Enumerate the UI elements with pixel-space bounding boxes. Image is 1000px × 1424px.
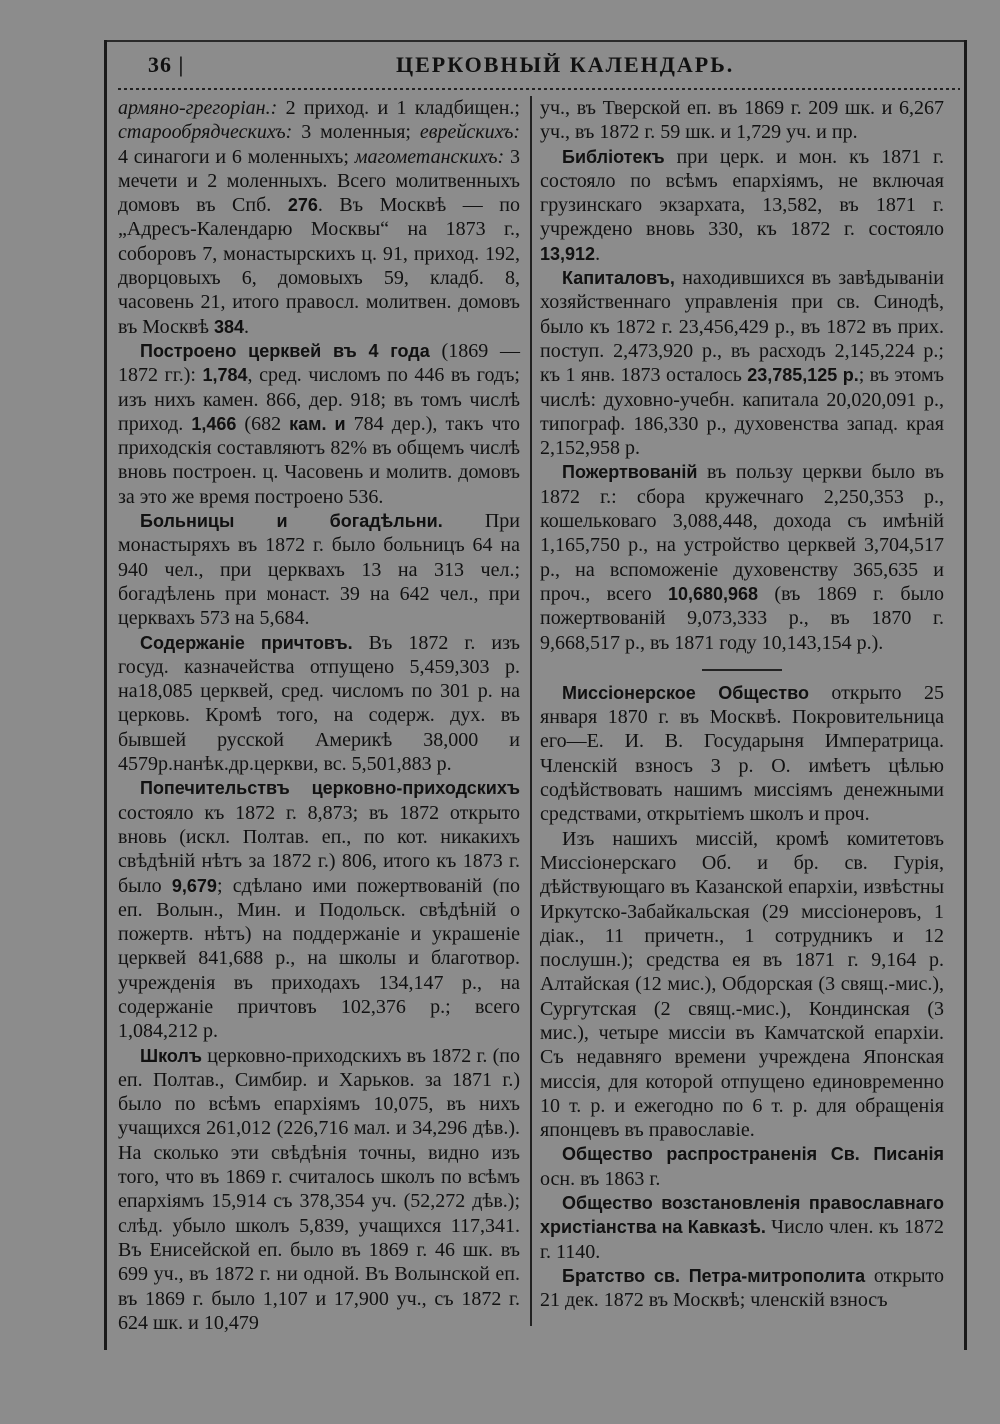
section-heading: Школъ <box>140 1045 202 1066</box>
paragraph-capitals: Капиталовъ, находившихся въ завѣдываніи хозяйственнаго управленія при св. Синодѣ, было къ 1872 г. 23,456,429 р., въ 1872 въ прих. поступ. 2,473,920 р., въ расходъ 2,145,224 р.; къ 1 янв. 1873 осталось 23,785,125 р.; въ этомъ числѣ: духовно-учебн. капитала 20,020,091 р., типограф. 186,330 р., духовенства запад. края 2,152,958 р. <box>540 267 944 460</box>
paragraph-bible-society: Общество распространенія Св. Писанія осн. въ 1863 г. <box>540 1144 944 1190</box>
column-divider <box>530 96 532 1326</box>
paragraph-libraries: Библіотекъ при церк. и мон. къ 1871 г. состояло по всѣмъ епархіямъ, не включая грузинскаго экзархата, 13,582, въ 1871 г. учреждено вновь 330, къ 1872 г. состояло 13,912. <box>540 145 944 265</box>
section-heading: Библіотекъ <box>562 146 665 167</box>
paragraph-missionary-society: Миссіонерское Общество открыто 25 января 1870 г. въ Москвѣ. Покровительница его—Е. И. В. Государыня Императрица. Членскій взносъ 3 р. О. имѣетъ цѣлью содѣйствовать нашимъ миссіямъ денежными средствами, открытіемъ школъ и проч. <box>540 681 944 826</box>
section-heading: Больницы и богадѣльни. <box>140 511 443 532</box>
frame-right-rule <box>964 40 967 1350</box>
paragraph-trusteeships: Попечительствъ церковно-приходскихъ состояло къ 1872 г. 8,873; въ 1872 открыто вновь (искл. Полтав. еп., по кот. никакихъ свѣдѣній нѣтъ за 1872 г.) 806, итого къ 1873 г. было 9,679; сдѣлано ими пожертвованій (по еп. Волын., Мин. и Подольск. свѣдѣній о пожертв. нѣтъ) на поддержаніе и украшеніе церквей 841,688 р., на школы и благотвор. учрежденія въ приходахъ 134,147 р., на содержаніе причтовъ 102,376 р.; всего 1,084,212 р. <box>118 778 520 1043</box>
paragraph-schools-cont: уч., въ Тверской еп. въ 1869 г. 209 шк. и 6,267 уч., въ 1872 г. 59 шк. и 1,729 уч. и пр. <box>540 97 944 144</box>
paragraph-prayer-houses: армяно-грегоріан.: 2 приход. и 1 кладбищен.; старообрядческихъ: 3 моленныя; еврейскихъ: 4 синагоги и 6 моленныхъ; магометанскихъ: 3 мечети и 2 моленныхъ. Всего молитвенныхъ домовъ въ Спб. 276. Въ Москвѣ — по „Адресъ-Календарю Москвы“ на 1873 г., соборовъ 7, монастырскихъ ц. 91, приход. 192, дворцовыхъ 6, домовыхъ 59, кладб. 8, часовень 21, итого правосл. молитвен. домовъ въ Москвѣ 384. <box>118 97 520 338</box>
section-heading: Содержаніе причтовъ. <box>140 632 353 653</box>
section-heading: Миссіонерское Общество <box>562 682 809 703</box>
page-title: ЦЕРКОВНЫЙ КАЛЕНДАРЬ. <box>396 52 735 77</box>
right-column <box>540 96 944 1313</box>
section-heading: Пожертвованій <box>562 462 698 483</box>
paragraph-schools: Школъ церковно-приходскихъ въ 1872 г. (по еп. Полтав., Симбир. и Харьков. за 1871 г.) было по всѣмъ епархіямъ 10,075, въ нихъ учащихся 261,012 (226,716 мал. и 34,296 дѣв.). На сколько эти свѣдѣнія точны, видно изъ того, что въ 1869 г. считалось школъ по всѣмъ епархіямъ 15,914 съ 378,354 уч. (52,272 дѣв.); слѣд. убыло школъ 5,839, учащихся 117,341. Въ Енисейской еп. было въ 1869 г. 46 шк. въ 699 уч., въ 1872 г. ни одной. Въ Волынской еп. въ 1869 г. было 1,107 и 17,900 уч., съ 1872 г. 624 шк. и 10,479 <box>118 1044 520 1334</box>
section-heading: Общество распространенія Св. Писанія <box>562 1144 944 1165</box>
section-heading: Построено церквей въ 4 года <box>140 340 430 361</box>
frame-left-rule <box>104 40 107 1350</box>
paragraph-donations: Пожертвованій въ пользу церкви было въ 1872 г.: сбора кружечнаго 2,250,353 р., кошельковаго 3,088,448, дохода съ имѣній 1,165,750 р., на устройство церквей 3,704,517 р., на вспоможеніе духовенству 365,635 и проч., всего 10,680,968 (въ 1869 г. было пожертвованій 9,073,333 р., въ 1870 г. 9,668,517 р., въ 1871 году 10,143,154 р.). <box>540 461 944 654</box>
section-heading: Попечительствъ церковно-приходскихъ <box>140 778 520 799</box>
left-column <box>118 96 520 1335</box>
paragraph-clergy-maintenance: Содержаніе причтовъ. Въ 1872 г. изъ госуд. казначейства отпущено 5,459,303 р. на18,085 церквей, сред. числомъ по 301 р. на церковь. Кромѣ того, на содерж. дух. въ бывшей русской Америкѣ 38,000 и 4579р.нанѣк.др.церкви, вс. 5,501,883 р. <box>118 631 520 776</box>
frame-top-rule <box>104 40 967 42</box>
section-heading: Братство св. Петра-митрополита <box>562 1265 866 1286</box>
page-number: 36 | <box>148 52 185 77</box>
paragraph-missions: Изъ нашихъ миссій, кромѣ комитетовъ Миссіонерскаго Об. и бр. св. Гурія, дѣйствующаго въ Казанской епархіи, извѣстны Иркутско-Забайкальская (29 миссіонеровъ, 1 діак., 11 причетн., 1 сотрудникъ и 12 послушн.); средства ея въ 1871 г. 9,164 р. Алтайская (12 мис.), Обдорская (3 свящ.-мис.), Сургутская (2 свящ.-мис.), Кондинская (3 мис.), четыре миссіи въ Камчатской епархіи. Съ недавняго времени учреждена Японская миссія, для которой отпущено единовременно 10 т. р. и ежегодно по 6 т. р. для обращенія японцевъ въ православіе. <box>540 827 944 1142</box>
section-heading: Капиталовъ, <box>562 268 675 289</box>
section-heading: Общество возстановленія православнаго христіанства на Кавказѣ. <box>540 1193 944 1238</box>
page-header <box>118 52 958 88</box>
section-separator <box>702 669 782 671</box>
paragraph-hospitals: Больницы и богадѣльни. При монастыряхъ въ 1872 г. было больницъ 64 на 940 чел., при церквахъ 13 на 313 чел.; богадѣлень при монаст. 39 на 642 чел., при церквахъ 573 на 5,684. <box>118 510 520 630</box>
paragraph-caucasus-society: Общество возстановленія православнаго христіанства на Кавказѣ. Число член. къ 1872 г. 1140. <box>540 1193 944 1263</box>
paragraph-brotherhood: Братство св. Петра-митрополита открыто 21 дек. 1872 въ Москвѣ; членскій взносъ <box>540 1264 944 1312</box>
paragraph-churches-built: Построено церквей въ 4 года (1869 — 1872 гг.): 1,784, сред. числомъ по 446 въ годъ; изъ нихъ камен. 866, дер. 918; въ томъ числѣ приход. 1,466 (682 кам. и 784 дер.), такъ что приходскія составляютъ 82% въ общемъ числѣ вновь построен. ц. Часовень и молитв. домовъ за это же время построено 536. <box>118 339 521 508</box>
